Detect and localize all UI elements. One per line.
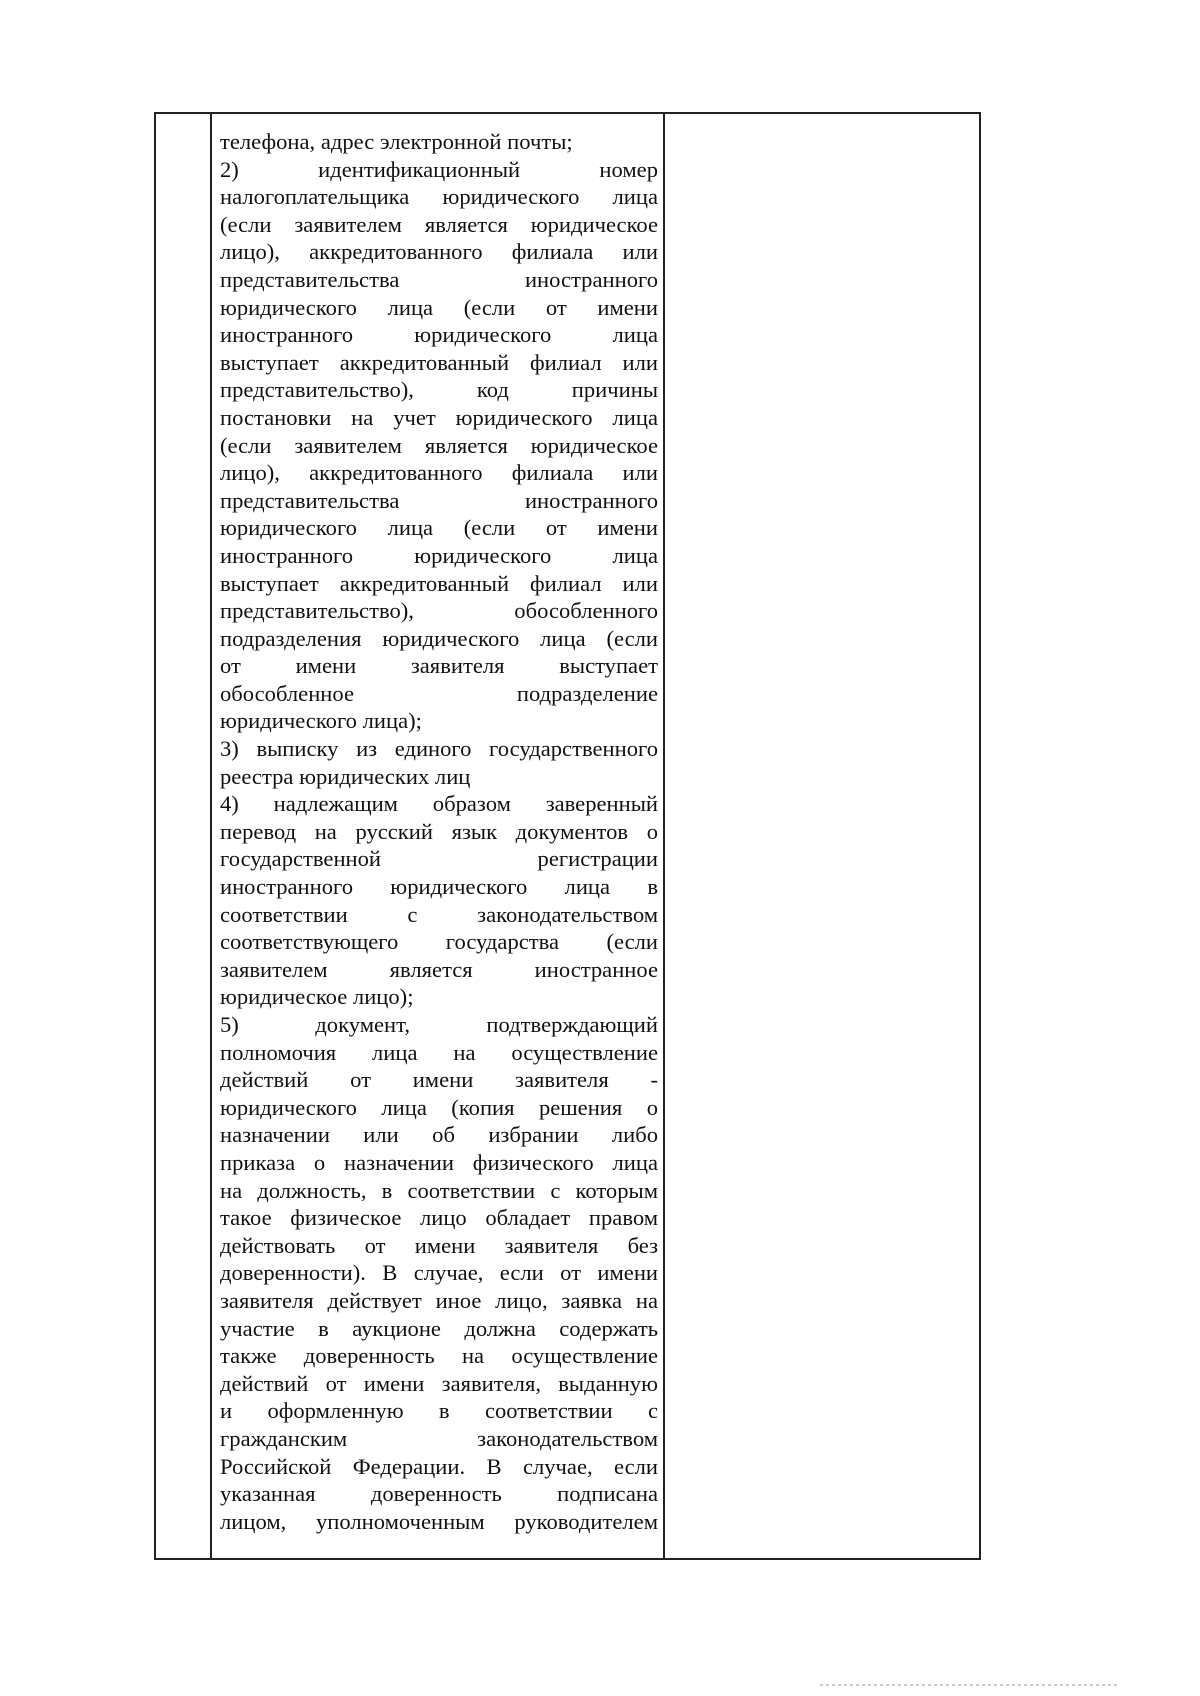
text-line: налогоплательщика юридического лица [220, 184, 658, 210]
text-line: 2) идентификационный номер [220, 156, 658, 182]
text-line: лицо), аккредитованного филиала или [220, 460, 658, 486]
text-line: Российской Федерации. В случае, если [220, 1453, 658, 1479]
text-line: на должность, в соответствии с которым [220, 1177, 658, 1203]
text-line: выступает аккредитованный филиал или [220, 349, 658, 375]
text-line: (если заявителем является юридическое [220, 432, 658, 458]
text-line: действий от имени заявителя - [220, 1067, 658, 1093]
text-line: представительства иностранного [220, 266, 658, 292]
text-line: представительство), обособленного [220, 598, 658, 624]
table-notes-column [665, 114, 979, 1558]
text-line: указанная доверенность подписана [220, 1481, 658, 1507]
text-line: выступает аккредитованный филиал или [220, 570, 658, 596]
text-line: лицо), аккредитованного филиала или [220, 239, 658, 265]
text-line: заявителя действует иное лицо, заявка на [220, 1287, 658, 1313]
table-number-column [156, 114, 212, 1558]
text-line: также доверенность на осуществление [220, 1343, 658, 1369]
text-line: полномочия лица на осуществление [220, 1039, 658, 1065]
text-line: телефона, адрес электронной почты; [220, 129, 573, 154]
text-line: 5) документ, подтверждающий [220, 1012, 658, 1037]
text-line: обособленное подразделение [220, 680, 658, 706]
text-line: иностранного юридического лица [220, 542, 658, 568]
text-line: доверенности). В случае, если от имени [220, 1260, 658, 1286]
text-line: юридического лица (копия решения о [220, 1094, 658, 1120]
text-line: 4) надлежащим образом заверенный [220, 791, 658, 817]
document-table [154, 112, 981, 1560]
text-line: юридического лица); [220, 708, 422, 734]
text-line: перевод на русский язык документов о [220, 818, 658, 844]
text-line: и оформленную в соответствии с [220, 1398, 658, 1424]
text-line: юридическое лицо); [220, 984, 414, 1010]
text-line: представительство), код причины [220, 377, 658, 403]
text-line: подразделения юридического лица (если [220, 625, 658, 651]
scan-artifact [820, 1684, 1120, 1686]
text-line: реестра юридических лиц [220, 763, 471, 789]
text-line: 3) выписку из единого государственного [220, 736, 658, 762]
text-line: (если заявителем является юридическое [220, 211, 658, 237]
text-line: лицом, уполномоченным руководителем [220, 1508, 658, 1534]
text-line: юридического лица (если от имени [220, 294, 658, 320]
requirements-text [220, 128, 658, 1535]
text-line: заявителем является иностранное [220, 956, 658, 982]
text-line: действий от имени заявителя, выданную [220, 1370, 658, 1396]
text-line: юридического лица (если от имени [220, 515, 658, 541]
text-line: соответствующего государства (если [220, 929, 658, 955]
text-line: иностранного юридического лица [220, 322, 658, 348]
text-line: такое физическое лицо обладает правом [220, 1205, 658, 1231]
text-line: гражданским законодательством [220, 1425, 658, 1451]
text-line: иностранного юридического лица в [220, 874, 658, 900]
text-line: приказа о назначении физического лица [220, 1149, 658, 1175]
text-line: соответствии с законодательством [220, 901, 658, 927]
text-line: назначении или об избрании либо [220, 1122, 658, 1148]
table-text-column [212, 114, 665, 1558]
text-line: постановки на учет юридического лица [220, 404, 658, 430]
text-line: представительства иностранного [220, 487, 658, 513]
text-line: государственной регистрации [220, 846, 658, 872]
text-line: действовать от имени заявителя без [220, 1232, 658, 1258]
text-line: участие в аукционе должна содержать [220, 1315, 658, 1341]
text-line: от имени заявителя выступает [220, 653, 658, 679]
